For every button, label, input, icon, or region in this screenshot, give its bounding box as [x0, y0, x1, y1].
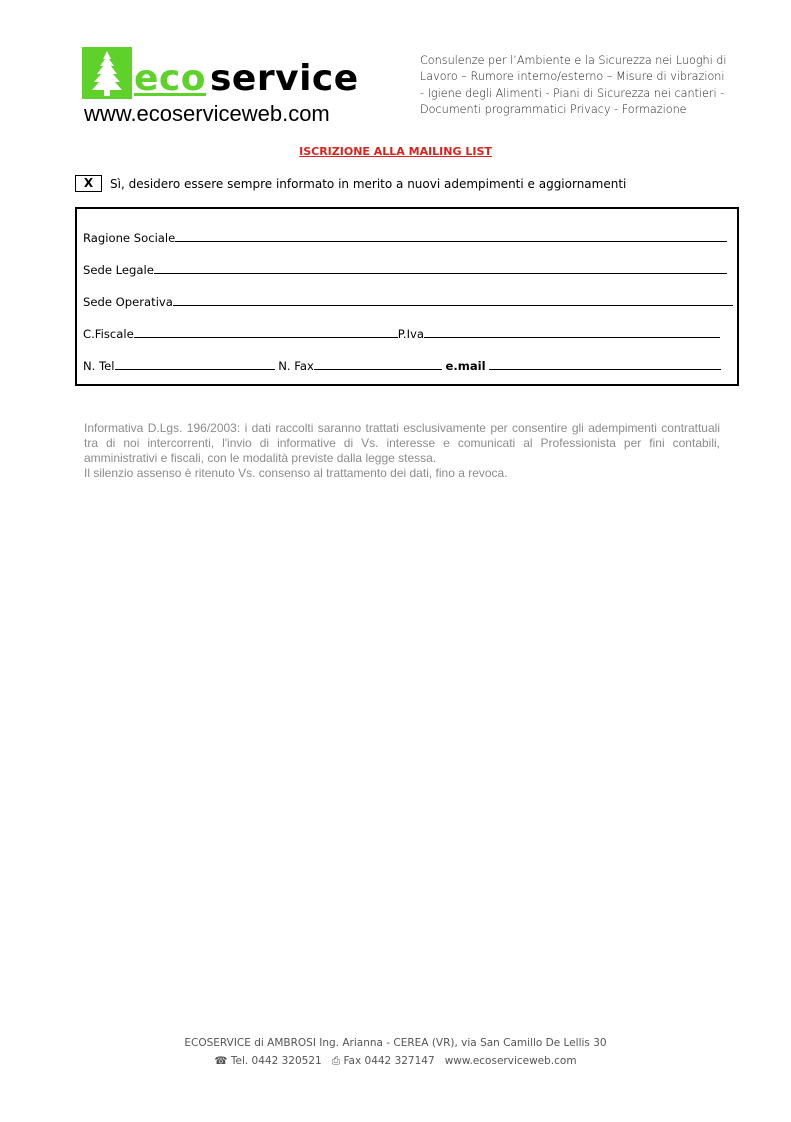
- logo-website[interactable]: www.ecoserviceweb.com: [84, 101, 330, 126]
- footer-fax: Fax 0442 327147: [343, 1055, 435, 1067]
- fax-icon: ⎙: [331, 1055, 341, 1067]
- email-field[interactable]: [489, 357, 721, 370]
- contact-form: [75, 207, 739, 386]
- company-tagline: Consulenze per l’Ambiente e la Sicurezza nei Luoghi di Lavoro – Rumore interno/esterno – Misure di vibrazioni - Igiene degli Alimenti - Piani di Sicurezza nei cantieri - Documenti programmatici Privacy - Formazione: [420, 54, 727, 116]
- sede-legale-label: Sede Legale: [83, 263, 154, 277]
- sede-legale-row: [83, 261, 727, 277]
- ragione-sociale-label: Ragione Sociale: [83, 231, 176, 245]
- sede-legale-field[interactable]: [154, 261, 727, 274]
- page-title: ISCRIZIONE ALLA MAILING LIST: [299, 145, 492, 158]
- privacy-notice: [84, 421, 720, 481]
- tree-icon: [82, 47, 132, 99]
- fiscal-row: [83, 325, 720, 341]
- footer-address: ECOSERVICE di AMBROSI Ing. Arianna - CEREA (VR), via San Camillo De Lellis 30: [184, 1037, 607, 1049]
- logo-service-text: service: [210, 58, 359, 99]
- privacy-consent-note: Il silenzio assenso è ritenuto Vs. consenso al trattamento dei dati, fino a revoca.: [84, 466, 508, 480]
- privacy-paragraph: Informativa D.Lgs. 196/2003: i dati raccolti saranno trattati esclusivamente per consentire gli adempimenti contrattuali tra di noi intercorrenti, l'invio di informative di Vs. interesse e comunicati al Professionista per fini contabili, amministrativi e fiscali, con le modalità previste dalla legge stessa.: [84, 421, 720, 465]
- fax-label: N. Fax: [278, 359, 314, 373]
- company-logo: [82, 47, 372, 127]
- partita-iva-field[interactable]: [424, 325, 720, 338]
- sede-operativa-field[interactable]: [173, 293, 733, 306]
- codice-fiscale-label: C.Fiscale: [83, 327, 134, 341]
- ragione-sociale-row: [83, 229, 727, 245]
- partita-iva-label: P.Iva: [397, 327, 424, 341]
- logo-eco-text: eco: [134, 58, 206, 99]
- fax-field[interactable]: [314, 357, 442, 370]
- sede-operativa-row: [83, 293, 733, 309]
- footer-phone: Tel. 0442 320521: [230, 1055, 322, 1067]
- footer-website[interactable]: www.ecoserviceweb.com: [444, 1055, 577, 1067]
- codice-fiscale-field[interactable]: [134, 325, 398, 338]
- ragione-sociale-field[interactable]: [175, 229, 727, 242]
- contacts-row: [83, 357, 721, 373]
- telefono-field[interactable]: [115, 357, 275, 370]
- sede-operativa-label: Sede Operativa: [83, 295, 173, 309]
- consent-label: Sì, desidero essere sempre informato in merito a nuovi adempimenti e aggiornamenti: [110, 177, 627, 191]
- phone-icon: ☎: [214, 1055, 228, 1067]
- telefono-label: N. Tel: [83, 359, 115, 373]
- email-label: e.mail: [445, 359, 486, 373]
- consent-checkbox[interactable]: X: [75, 175, 102, 192]
- footer-contacts: [0, 1055, 791, 1068]
